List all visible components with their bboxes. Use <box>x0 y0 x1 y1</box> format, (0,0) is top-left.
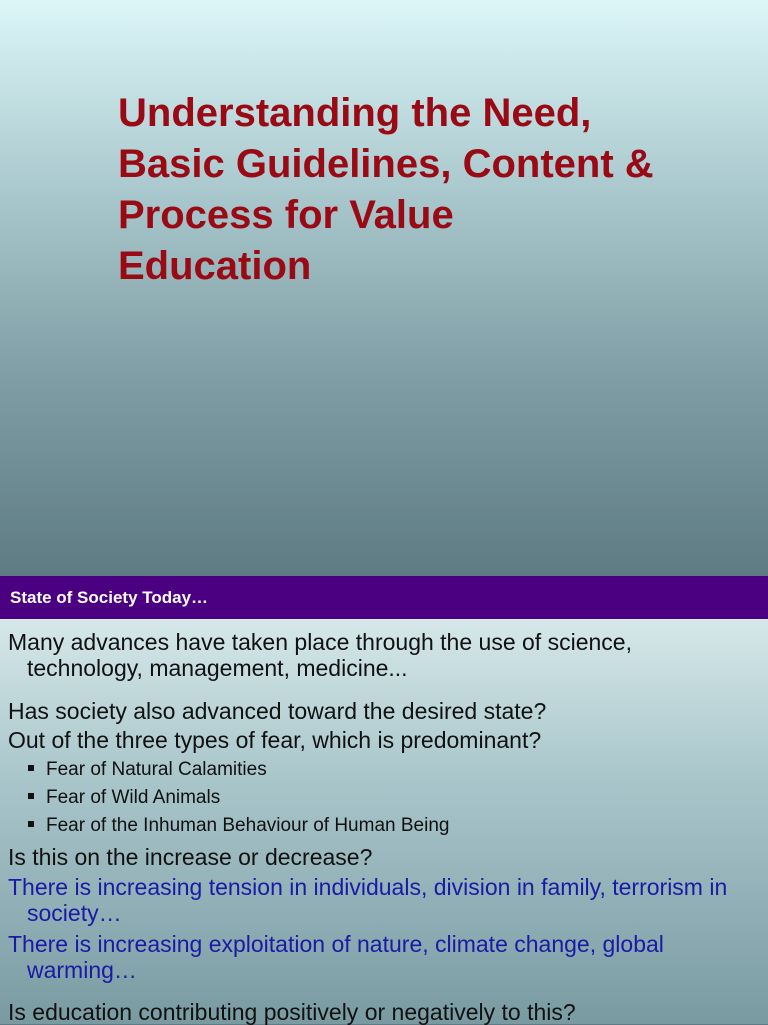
title-line: Education <box>118 244 312 288</box>
bullet-item <box>28 813 449 839</box>
question-line: Out of the three types of fear, which is predominant? <box>8 727 542 753</box>
slide-title-heading <box>118 88 738 292</box>
bullet-square-icon <box>28 765 34 771</box>
slide-header-bar <box>0 576 768 619</box>
bullet-text: Fear of Natural Calamities <box>46 759 267 780</box>
blue-statement-line: There is increasing tension in individuals, division in family, terrorism in <box>8 874 728 900</box>
title-line: Understanding the Need, <box>118 91 592 135</box>
bullet-text: Fear of the Inhuman Behaviour of Human Being <box>46 815 450 836</box>
paragraph-line: technology, management, medicine... <box>27 655 408 681</box>
bullet-item <box>28 757 267 783</box>
bullet-item <box>28 785 220 811</box>
bullet-square-icon <box>28 821 34 827</box>
title-line: Basic Guidelines, Content & <box>118 142 654 186</box>
bullet-square-icon <box>28 793 34 799</box>
blue-statement-line: society… <box>27 900 122 926</box>
blue-statement-line: warming… <box>27 957 137 983</box>
slide-header-text: State of Society Today… <box>10 587 209 607</box>
slide-state-of-society <box>0 576 768 1024</box>
question-line: Is education contributing positively or negatively to this? <box>8 999 576 1025</box>
question-line: Is this on the increase or decrease? <box>8 844 373 870</box>
title-line: Process for Value <box>118 193 454 237</box>
paragraph-line: Many advances have taken place through the use of science, <box>8 629 632 655</box>
bullet-text: Fear of Wild Animals <box>46 787 221 808</box>
question-line: Has society also advanced toward the desired state? <box>8 698 547 724</box>
blue-statement-line: There is increasing exploitation of nature, climate change, global <box>8 931 664 957</box>
